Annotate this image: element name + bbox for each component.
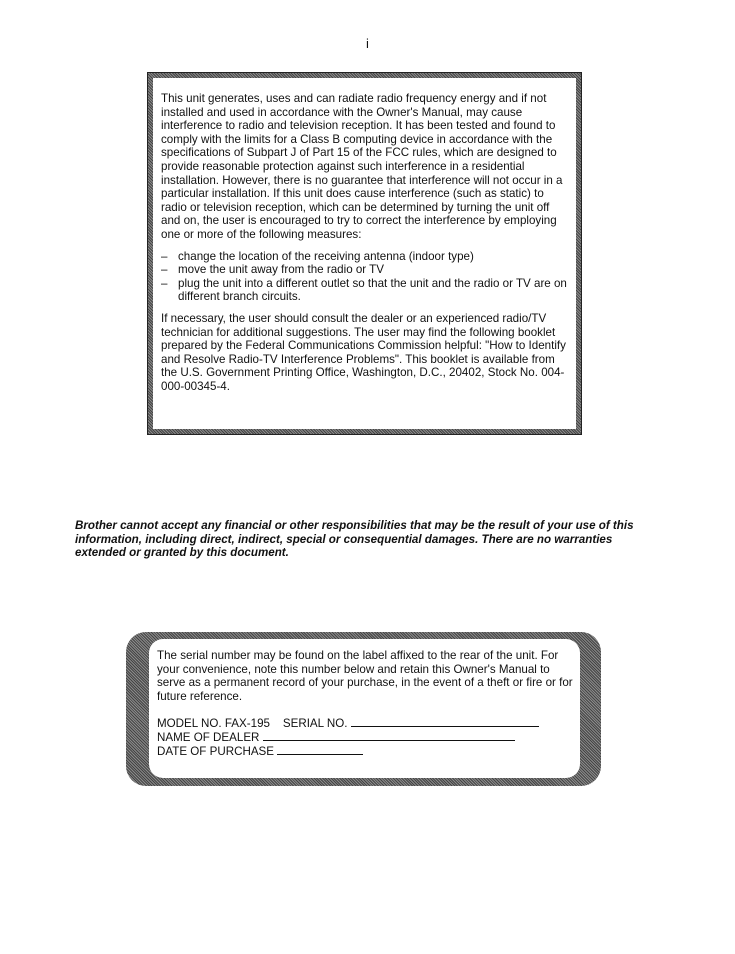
fcc-paragraph-1: This unit generates, uses and can radiate radio frequency energy and if not installed and used in accordance with the Owner's Manual, may cause interference to radio and television reception. It has been tested and found to comply with the limits for a Class B computing device in accordance with the specifications of Subpart J of Part 15 of the FCC rules, which are designed to provide reasonable protection against such interference in a residential installation. However, there is no guarantee that interference will not occur in a particular installation. If this unit does cause interference (such as static) to radio or television reception, which can be determined by turning the unit off and on, the user is encouraged to try to correct the interference by employing one or more of the following measures: [161, 92, 563, 241]
serial-number-blank[interactable] [351, 715, 539, 727]
dealer-name-blank[interactable] [263, 729, 515, 741]
serial-box-content [149, 639, 580, 778]
fcc-measures-list [161, 250, 570, 304]
dash-bullet: – [161, 263, 168, 277]
fcc-paragraph-2: If necessary, the user should consult the dealer or an experienced radio/TV technician for additional suggestions. The user may find the following booklet prepared by the Federal Communications Commission helpful: "How to Identify and Resolve Radio-TV Interference Problems". This booklet is available from the U.S. Government Printing Office, Washington, D.C., 20402, Stock No. 004-000-00345-4. [161, 311, 566, 393]
measure-text: move the unit away from the radio or TV [178, 263, 384, 277]
fcc-notice-box [147, 72, 582, 435]
purchase-date-label: DATE OF PURCHASE [157, 744, 275, 758]
purchase-date-line [157, 743, 574, 757]
list-item [161, 250, 570, 264]
measure-text: plug the unit into a different outlet so that the unit and the radio or TV are on different branch circuits. [178, 276, 567, 304]
fcc-notice-content [153, 78, 576, 429]
page-number: i [366, 36, 369, 51]
list-item [161, 277, 570, 304]
measure-text: change the location of the receiving antenna (indoor type) [178, 249, 474, 263]
purchase-record-form [157, 715, 574, 756]
serial-instructions: The serial number may be found on the label affixed to the rear of the unit. For your convenience, note this number below and retain this Owner's Manual to serve as a permanent record of your purchase, in the event of a theft or fire or for future reference. [157, 649, 573, 703]
serial-label: SERIAL NO. [282, 717, 348, 731]
list-item [161, 263, 570, 277]
dash-bullet: – [161, 249, 168, 263]
dealer-line [157, 729, 574, 743]
dealer-label: NAME OF DEALER [157, 730, 260, 744]
model-label: MODEL NO. FAX-195 [157, 717, 270, 731]
serial-number-box [126, 632, 601, 786]
disclaimer-text: Brother cannot accept any financial or other responsibilities that may be the result of your use of this information, including direct, indirect, special or consequential damages. There are no warranties extended or granted by this document. [75, 519, 634, 560]
dash-bullet: – [161, 276, 168, 290]
model-serial-line [157, 715, 574, 729]
purchase-date-blank[interactable] [277, 743, 363, 755]
